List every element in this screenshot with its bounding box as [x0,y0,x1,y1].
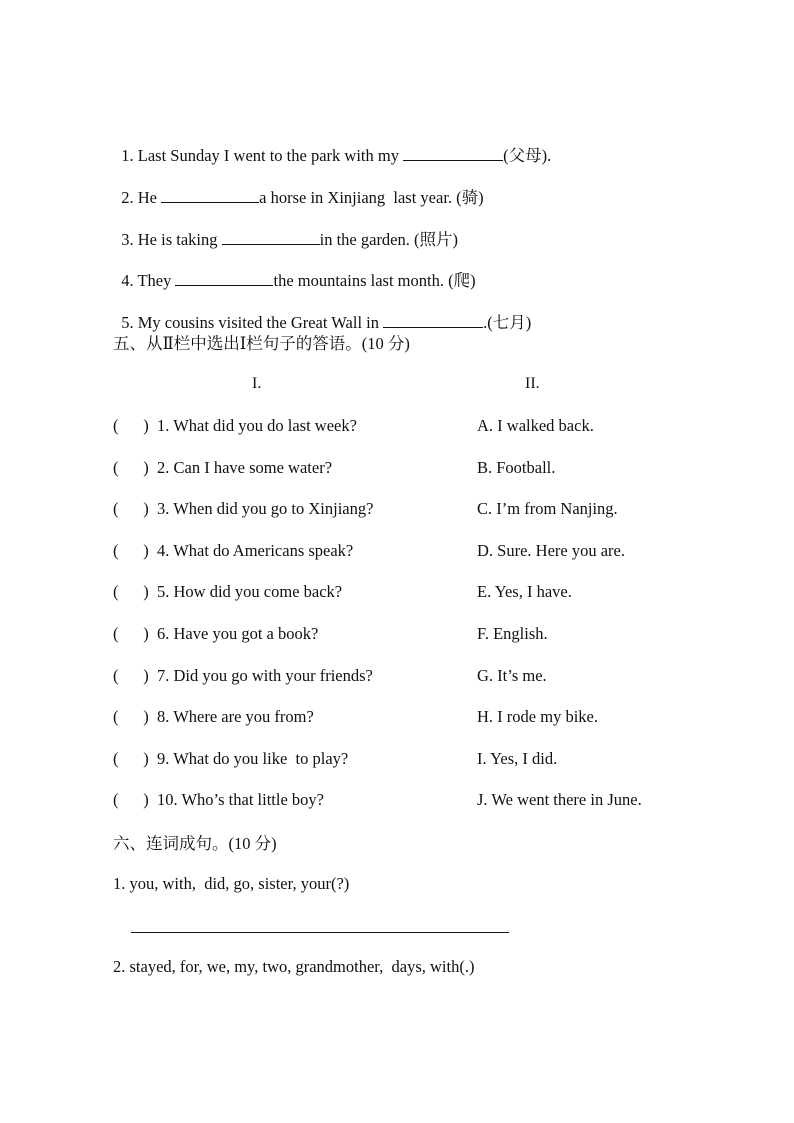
question-text: 1. What did you do last week? [157,416,357,435]
answer-option-text: G. It’s me. [477,666,547,685]
answer-option-text: H. I rode my bike. [477,707,598,726]
answer-blank[interactable] [222,230,320,245]
item-number: 4. [121,271,134,290]
answer-paren-box[interactable]: ( ) [113,499,149,518]
item-text-after: the mountains last month. (爬) [273,271,476,290]
answer-paren-box[interactable]: ( ) [113,541,149,560]
item-text-after: .(七月) [483,313,532,332]
question-text: 8. Where are you from? [157,707,314,726]
question-text: 9. What do you like to play? [157,749,349,768]
answer-paren-box[interactable]: ( ) [113,416,149,435]
answer-option-text: I. Yes, I did. [477,749,558,768]
fill-blank-line-3 [113,210,458,250]
fill-blank-line-5 [113,293,531,333]
item-text-before: My cousins visited the Great Wall in [137,313,384,332]
answer-paren-box[interactable]: ( ) [113,624,149,643]
answer-blank[interactable] [175,271,273,286]
sentence-item-2: 2. stayed, for, we, my, two, grandmother, days, with(.) [113,957,475,976]
item-number: 3. [121,230,134,249]
item-text-after: (父母). [503,146,552,165]
answer-blank[interactable] [383,313,483,328]
question-text: 3. When did you go to Xinjiang? [157,499,374,518]
item-text-after: a horse in Xinjiang last year. (骑) [259,188,484,207]
item-number: 5. [121,313,134,332]
question-text: 6. Have you got a book? [157,624,319,643]
answer-option-text: D. Sure. Here you are. [477,541,625,560]
fill-blank-line-4 [113,251,476,291]
item-text-before: He is taking [137,230,222,249]
question-text: 4. What do Americans speak? [157,541,354,560]
question-text: 10. Who’s that little boy? [157,790,324,809]
question-text: 5. How did you come back? [157,582,343,601]
answer-line[interactable] [131,932,509,933]
item-number: 1. [121,146,134,165]
fill-blank-line-2 [113,168,484,208]
answer-option-text: A. I walked back. [477,416,594,435]
item-text-before: Last Sunday I went to the park with my [137,146,404,165]
fill-blank-line-1 [113,126,551,166]
column-2-header: II. [525,375,540,392]
answer-option-text: C. I’m from Nanjing. [477,499,618,518]
answer-option-text: J. We went there in June. [477,790,642,809]
answer-paren-box[interactable]: ( ) [113,582,149,601]
section-5-title: 五、从Ⅱ栏中选出Ⅰ栏句子的答语。(10 分) [113,334,410,353]
item-text-before: He [137,188,162,207]
answer-paren-box[interactable]: ( ) [113,458,149,477]
question-text: 7. Did you go with your friends? [157,666,373,685]
question-text: 2. Can I have some water? [157,458,333,477]
answer-paren-box[interactable]: ( ) [113,749,149,768]
item-text-after: in the garden. (照片) [319,230,458,249]
answer-blank[interactable] [161,188,259,203]
answer-paren-box[interactable]: ( ) [113,666,149,685]
answer-option-text: F. English. [477,624,548,643]
sentence-item-1: 1. you, with, did, go, sister, your(?) [113,874,350,893]
answer-paren-box[interactable]: ( ) [113,707,149,726]
item-number: 2. [121,188,134,207]
section-6-title: 六、连词成句。(10 分) [113,834,277,853]
item-text-before: They [137,271,176,290]
answer-option-text: B. Football. [477,458,556,477]
answer-blank[interactable] [403,146,503,161]
column-1-header: I. [252,375,262,392]
answer-option-text: E. Yes, I have. [477,582,572,601]
answer-paren-box[interactable]: ( ) [113,790,149,809]
